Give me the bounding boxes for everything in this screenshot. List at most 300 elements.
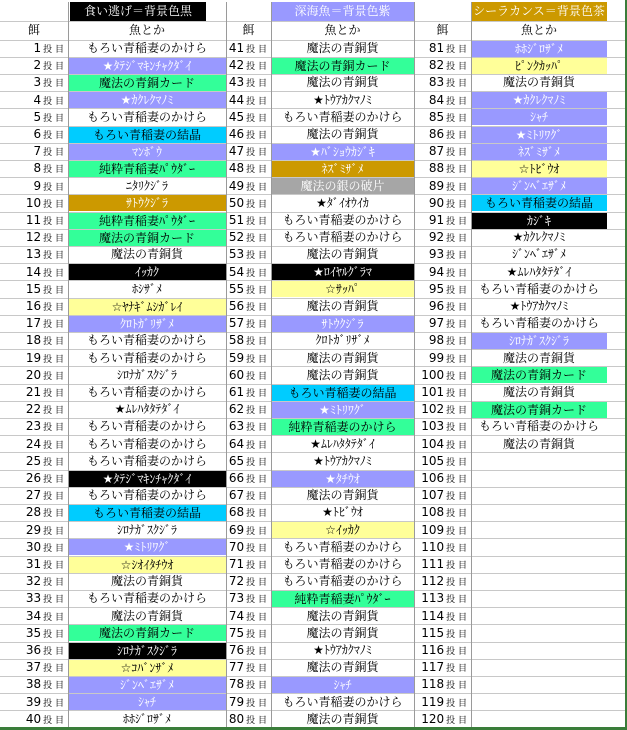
- legend-deep-sea-fish: 深海魚＝背景色紫: [271, 2, 414, 21]
- bait-number-cell: [0, 522, 68, 539]
- bait-number-cell: [226, 711, 271, 728]
- bait-number: 71: [228, 557, 245, 571]
- bait-suffix: 投 目: [446, 664, 467, 675]
- bait-number-cell: [226, 350, 271, 367]
- bait-suffix: 投 目: [43, 423, 64, 434]
- fish-cell: ★ﾀﾁｳｵ: [271, 471, 414, 487]
- row-gridline: [0, 57, 625, 58]
- bait-number-cell: [226, 92, 271, 109]
- bait-number: 79: [228, 694, 245, 709]
- bait-suffix: 投 目: [246, 457, 267, 468]
- fish-cell: [471, 556, 607, 573]
- bait-suffix: 投 目: [446, 148, 467, 159]
- fish-cell: ☆ﾄﾋﾞｳｵ: [471, 161, 607, 177]
- fish-cell: もろい青稲妻のかけら: [282, 109, 403, 124]
- bait-suffix: 投 目: [246, 629, 267, 640]
- bait-suffix: 投 目: [246, 715, 267, 726]
- fish-cell: 魔法の青銅貨: [306, 660, 379, 675]
- bait-number: 43: [228, 75, 245, 90]
- bait-suffix: 投 目: [446, 96, 467, 107]
- bait-suffix: 投 目: [246, 664, 267, 675]
- bait-number: 100: [421, 367, 445, 382]
- bait-number-cell: [0, 418, 68, 435]
- fish-cell: ｼﾛﾅｶﾞｽｸｼﾞﾗ: [116, 522, 177, 537]
- bait-number-cell: [414, 126, 471, 143]
- fish-cell: 魔法の青銅貨: [306, 350, 379, 365]
- bait-number: 20: [25, 367, 42, 382]
- bait-number-cell: [226, 332, 271, 349]
- bait-number: 90: [428, 195, 445, 210]
- bait-suffix: 投 目: [43, 79, 64, 90]
- column-gridline: [414, 2, 415, 727]
- bait-number-cell: [414, 143, 471, 160]
- bait-suffix: 投 目: [43, 578, 64, 589]
- column-gridline: [68, 2, 69, 727]
- bait-number: 36: [25, 643, 42, 657]
- bait-suffix: 投 目: [246, 371, 267, 382]
- bait-number: 106: [421, 471, 445, 485]
- bait-suffix: 投 目: [446, 79, 467, 90]
- bait-number: 68: [228, 505, 245, 520]
- bait-number: 67: [228, 488, 245, 503]
- fish-cell: ★ﾄﾋﾞｳｵ: [322, 505, 363, 520]
- fish-cell: ★ﾐﾄﾘﾜｸﾞ: [271, 402, 414, 418]
- bait-suffix: 投 目: [43, 371, 64, 382]
- bait-number: 81: [428, 41, 445, 55]
- bait-suffix: 投 目: [43, 96, 64, 107]
- bait-suffix: 投 目: [446, 715, 467, 726]
- bait-suffix: 投 目: [246, 406, 267, 417]
- row-gridline: [0, 332, 625, 333]
- bait-number: 48: [228, 161, 245, 176]
- header-fish: 魚とか: [128, 23, 165, 37]
- fish-cell: ★ﾄｳｱｶｸﾏﾉﾐ: [313, 92, 372, 107]
- bait-number-cell: [0, 350, 68, 367]
- fish-cell: もろい青稲妻のかけら: [86, 333, 207, 348]
- bait-suffix: 投 目: [43, 612, 64, 623]
- bait-suffix: 投 目: [43, 113, 64, 124]
- bait-number-cell: [414, 367, 471, 384]
- bait-number-cell: [0, 436, 68, 453]
- bait-suffix: 投 目: [446, 492, 467, 503]
- bait-number-cell: [226, 470, 271, 487]
- bait-number: 54: [228, 264, 245, 279]
- bait-suffix: 投 目: [246, 698, 267, 709]
- bait-number: 101: [421, 385, 445, 399]
- fish-cell: [471, 590, 607, 607]
- bait-suffix: 投 目: [446, 509, 467, 520]
- fish-cell: もろい青稲妻のかけら: [282, 230, 403, 245]
- bait-suffix: 投 目: [246, 251, 267, 262]
- fish-cell: もろい青稲妻のかけら: [86, 385, 207, 399]
- fish-cell: もろい青稲妻のかけら: [86, 436, 207, 451]
- fish-cell: ★ｶｸﾚｸﾏﾉﾐ: [471, 92, 607, 108]
- fish-cell: 魔法の青銅貨: [306, 75, 379, 90]
- row-gridline: [0, 21, 625, 22]
- bait-number-cell: [226, 367, 271, 384]
- fish-cell: ﾏﾝﾎﾞｳ: [68, 144, 226, 160]
- row-gridline: [0, 91, 625, 92]
- bait-number: 23: [25, 419, 42, 434]
- bait-number: 37: [25, 660, 42, 675]
- bait-number-cell: [226, 487, 271, 504]
- bait-suffix: 投 目: [246, 647, 267, 657]
- bait-number: 91: [428, 213, 445, 227]
- fish-cell: [471, 659, 607, 676]
- bait-number-cell: [226, 126, 271, 143]
- bait-number: 18: [25, 333, 42, 348]
- bait-number-cell: [414, 418, 471, 435]
- bait-number: 87: [428, 144, 445, 159]
- fish-cell: [471, 470, 607, 487]
- bait-number: 19: [25, 350, 42, 365]
- bait-suffix: 投 目: [246, 389, 267, 399]
- bait-number-cell: [226, 625, 271, 642]
- bait-number: 102: [421, 402, 445, 417]
- fish-cell: [471, 625, 607, 642]
- row-gridline: [0, 384, 625, 385]
- fish-cell: ｼﾛﾅｶﾞｽｸｼﾞﾗ: [471, 333, 607, 349]
- bait-suffix: 投 目: [446, 165, 467, 176]
- bait-number-cell: [414, 539, 471, 556]
- bait-suffix: 投 目: [446, 561, 467, 571]
- row-gridline: [0, 74, 625, 75]
- bait-number: 49: [228, 178, 245, 193]
- row-gridline: [0, 315, 625, 316]
- bait-suffix: 投 目: [446, 199, 467, 210]
- bait-suffix: 投 目: [446, 681, 467, 692]
- fish-cell: [471, 711, 607, 728]
- fish-cell: [471, 642, 607, 659]
- bait-suffix: 投 目: [43, 457, 64, 468]
- fish-cell: ｻﾄｳｸｼﾞﾗ: [68, 195, 226, 211]
- fish-cell: 純粋青稲妻ﾊﾟｳﾀﾞｰ: [68, 161, 226, 177]
- bait-suffix: 投 目: [446, 234, 467, 245]
- bait-number-cell: [226, 74, 271, 91]
- fish-cell: ｸﾛﾄｶﾞﾘｻﾞﾒ: [68, 316, 226, 332]
- bait-number-cell: [0, 711, 68, 728]
- bait-suffix: 投 目: [246, 148, 267, 159]
- row-gridline: [0, 642, 625, 643]
- fish-cell: 純粋青稲妻ﾊﾟｳﾀﾞｰ: [271, 591, 414, 607]
- bait-number: 55: [228, 281, 245, 296]
- bait-number-cell: [226, 57, 271, 74]
- bait-number: 56: [228, 299, 245, 313]
- fish-cell: 魔法の青銅貨: [306, 488, 379, 503]
- bait-number-cell: [414, 384, 471, 401]
- bait-number: 119: [421, 694, 445, 709]
- bait-number: 74: [228, 608, 245, 623]
- bait-number-cell: [226, 315, 271, 332]
- fish-cell: [471, 608, 607, 625]
- bait-suffix: 投 目: [446, 647, 467, 657]
- fish-cell: ｼﾛﾅｶﾞｽｸｼﾞﾗ: [116, 367, 177, 382]
- bait-number: 16: [25, 299, 42, 313]
- bait-number-cell: [414, 642, 471, 659]
- bait-number: 86: [428, 127, 445, 141]
- bait-number: 25: [25, 453, 42, 468]
- fish-cell: 魔法の青銅カード: [471, 402, 607, 418]
- bait-suffix: 投 目: [43, 320, 64, 331]
- bait-number-cell: [414, 160, 471, 177]
- bait-number: 28: [25, 505, 42, 520]
- bait-number: 4: [33, 92, 42, 107]
- bait-number: 34: [25, 608, 42, 623]
- bait-suffix: 投 目: [43, 303, 64, 313]
- bait-number: 1: [33, 41, 42, 55]
- fish-cell: ｼｬﾁ: [68, 694, 226, 710]
- bait-number: 110: [421, 539, 445, 554]
- bait-number: 111: [421, 557, 445, 571]
- bait-number-cell: [226, 573, 271, 590]
- bait-number: 73: [228, 591, 245, 606]
- bait-number: 9: [33, 178, 42, 193]
- bait-number: 109: [421, 522, 445, 537]
- bait-number-cell: [414, 178, 471, 195]
- row-gridline: [0, 590, 625, 591]
- bait-number-cell: [226, 384, 271, 401]
- bait-suffix: 投 目: [446, 612, 467, 623]
- bait-suffix: 投 目: [446, 268, 467, 279]
- bait-number: 57: [228, 316, 245, 331]
- row-gridline: [0, 693, 625, 694]
- fish-cell: ﾈｽﾞﾐｻﾞﾒ: [271, 161, 414, 177]
- bait-number: 53: [228, 247, 245, 262]
- bait-suffix: 投 目: [43, 440, 64, 451]
- bait-suffix: 投 目: [43, 681, 64, 692]
- bait-number-cell: [226, 522, 271, 539]
- bait-number-cell: [0, 487, 68, 504]
- bait-suffix: 投 目: [43, 148, 64, 159]
- bait-number-cell: [0, 659, 68, 676]
- bait-number: 31: [25, 557, 42, 571]
- bait-number-cell: [0, 74, 68, 91]
- row-gridline: [0, 624, 625, 625]
- bait-number-cell: [0, 608, 68, 625]
- bait-number: 50: [228, 195, 245, 210]
- fish-cell: ★ﾐﾄﾘﾜｸﾞ: [68, 539, 226, 555]
- fish-cell: もろい青稲妻の結晶: [271, 385, 414, 401]
- bait-suffix: 投 目: [246, 612, 267, 623]
- bait-number: 117: [421, 660, 445, 675]
- fish-cell: ★ﾄｳｱｶｸﾏﾉﾐ: [509, 299, 569, 313]
- bait-suffix: 投 目: [43, 199, 64, 210]
- fish-cell: ★ﾄｳｱｶｸﾏﾉﾐ: [313, 453, 372, 468]
- bait-number-cell: [0, 160, 68, 177]
- bait-suffix: 投 目: [43, 475, 64, 485]
- bait-number-cell: [0, 40, 68, 57]
- bait-number-cell: [226, 659, 271, 676]
- bait-suffix: 投 目: [446, 423, 467, 434]
- bait-number: 115: [421, 625, 445, 640]
- row-gridline: [0, 177, 625, 178]
- fish-cell: ｲｯｶｸ: [68, 264, 226, 280]
- fish-cell: ﾎﾎｼﾞﾛｻﾞﾒ: [471, 41, 607, 57]
- bait-number-cell: [226, 246, 271, 263]
- bait-number-cell: [226, 608, 271, 625]
- row-gridline: [0, 246, 625, 247]
- bait-number: 24: [25, 436, 42, 451]
- fish-cell: もろい青稲妻のかけら: [282, 557, 403, 571]
- bait-suffix: 投 目: [446, 45, 467, 55]
- fish-cell: 魔法の青銅貨: [306, 127, 379, 141]
- bait-number-cell: [414, 74, 471, 91]
- bait-number: 99: [428, 350, 445, 365]
- row-gridline: [0, 710, 625, 711]
- bait-suffix: 投 目: [43, 389, 64, 399]
- fish-cell: ｸﾛﾄｶﾞﾘｻﾞﾒ: [315, 333, 370, 348]
- bait-suffix: 投 目: [246, 578, 267, 589]
- fish-cell: 魔法の青銅貨: [306, 625, 379, 640]
- bait-suffix: 投 目: [43, 698, 64, 709]
- fish-cell: ☆ｻｯﾊﾟ: [271, 281, 414, 297]
- fish-cell: もろい青稲妻のかけら: [86, 109, 207, 124]
- bait-number-cell: [0, 694, 68, 711]
- bait-suffix: 投 目: [246, 62, 267, 73]
- bait-number: 120: [421, 711, 445, 726]
- row-gridline: [0, 659, 625, 660]
- header-bait: 餌: [436, 23, 449, 37]
- fish-cell: もろい青稲妻のかけら: [282, 574, 403, 589]
- row-gridline: [0, 229, 625, 230]
- bait-suffix: 投 目: [246, 320, 267, 331]
- fish-cell: 魔法の青銅貨: [110, 574, 183, 589]
- bait-number-cell: [414, 332, 471, 349]
- fish-cell: ☆ｲｯｶｸ: [271, 522, 414, 538]
- bait-number-cell: [226, 590, 271, 607]
- bait-number: 51: [228, 213, 245, 227]
- bait-number-cell: [0, 57, 68, 74]
- bait-number-cell: [0, 195, 68, 212]
- bait-suffix: 投 目: [246, 217, 267, 227]
- fish-cell: [471, 676, 607, 693]
- bait-number-cell: [0, 92, 68, 109]
- bait-number-cell: [414, 195, 471, 212]
- bait-number-cell: [0, 367, 68, 384]
- fish-cell: ★ﾊﾞｼｮｳｶｼﾞｷ: [271, 144, 414, 160]
- row-gridline: [0, 401, 625, 402]
- bait-suffix: 投 目: [446, 182, 467, 193]
- bait-number: 62: [228, 402, 245, 417]
- fish-cell: [471, 694, 607, 711]
- bait-number: 78: [228, 677, 245, 692]
- bait-number: 2: [33, 58, 42, 73]
- fish-cell: [471, 573, 607, 590]
- bait-number-cell: [414, 556, 471, 573]
- fish-cell: 魔法の青銅貨: [502, 350, 575, 365]
- bait-suffix: 投 目: [246, 45, 267, 55]
- row-gridline: [0, 573, 625, 574]
- bait-suffix: 投 目: [446, 251, 467, 262]
- bait-number: 58: [228, 333, 245, 348]
- bait-number: 42: [228, 58, 245, 73]
- bait-suffix: 投 目: [446, 354, 467, 365]
- bait-suffix: 投 目: [446, 62, 467, 73]
- bait-number: 12: [25, 230, 42, 245]
- fish-cell: ﾋﾟﾝｸｶｯﾊﾟ: [471, 58, 607, 74]
- bait-suffix: 投 目: [446, 217, 467, 227]
- bait-number: 7: [33, 144, 42, 159]
- row-gridline: [0, 40, 625, 41]
- bait-number: 45: [228, 109, 245, 124]
- bait-number: 88: [428, 161, 445, 176]
- bait-suffix: 投 目: [446, 389, 467, 399]
- bait-suffix: 投 目: [246, 543, 267, 554]
- bait-suffix: 投 目: [246, 79, 267, 90]
- bait-number-cell: [0, 556, 68, 573]
- bait-number-cell: [226, 539, 271, 556]
- bait-number-cell: [0, 573, 68, 590]
- bait-suffix: 投 目: [246, 113, 267, 124]
- bait-number-cell: [0, 642, 68, 659]
- fish-cell: ｻﾄｳｸｼﾞﾗ: [271, 316, 414, 332]
- bait-number-cell: [414, 57, 471, 74]
- row-gridline: [0, 607, 625, 608]
- bait-number-cell: [0, 590, 68, 607]
- bait-number-cell: [0, 126, 68, 143]
- fish-cell: ★ﾀﾃｼﾞﾏｷﾝﾁｬｸﾀﾞｲ: [68, 471, 226, 487]
- bait-number-cell: [0, 109, 68, 126]
- bait-number-cell: [414, 625, 471, 642]
- bait-suffix: 投 目: [246, 337, 267, 348]
- bait-number: 27: [25, 488, 42, 503]
- bait-number: 114: [421, 608, 445, 623]
- bait-number: 66: [228, 471, 245, 485]
- bait-number: 113: [421, 591, 445, 606]
- bait-number: 82: [428, 58, 445, 73]
- bait-number-cell: [226, 281, 271, 298]
- bait-number: 92: [428, 230, 445, 245]
- fish-cell: 魔法の青銅貨: [306, 608, 379, 623]
- bait-number-cell: [0, 178, 68, 195]
- bait-suffix: 投 目: [43, 406, 64, 417]
- bait-number: 83: [428, 75, 445, 90]
- bait-number-cell: [0, 384, 68, 401]
- bait-number-cell: [414, 436, 471, 453]
- bait-suffix: 投 目: [43, 131, 64, 141]
- fish-cell: 純粋青稲妻ﾊﾟｳﾀﾞｰ: [68, 213, 226, 229]
- fish-cell: ｶｼﾞｷ: [471, 213, 607, 229]
- fish-cell: [471, 504, 607, 521]
- row-gridline: [0, 126, 625, 127]
- column-gridline: [226, 2, 227, 727]
- bait-number: 38: [25, 677, 42, 692]
- bait-number: 60: [228, 367, 245, 382]
- fish-cell: [471, 522, 607, 539]
- bait-suffix: 投 目: [43, 509, 64, 520]
- bait-number-cell: [226, 212, 271, 229]
- fish-cell: ﾎｼｻﾞﾒ: [131, 281, 162, 296]
- bait-number-cell: [414, 350, 471, 367]
- bait-suffix: 投 目: [43, 337, 64, 348]
- header-bait: 餌: [27, 23, 40, 37]
- bait-suffix: 投 目: [43, 217, 64, 227]
- row-gridline: [0, 452, 625, 453]
- bait-suffix: 投 目: [246, 303, 267, 313]
- bait-suffix: 投 目: [43, 715, 64, 726]
- bait-suffix: 投 目: [246, 199, 267, 210]
- bait-number: 85: [428, 109, 445, 124]
- bait-number: 94: [428, 264, 445, 279]
- fish-cell: もろい青稲妻のかけら: [478, 419, 599, 434]
- bait-number-cell: [226, 264, 271, 281]
- bait-number-cell: [0, 332, 68, 349]
- bait-suffix: 投 目: [246, 492, 267, 503]
- bait-number-cell: [226, 694, 271, 711]
- bait-suffix: 投 目: [446, 337, 467, 348]
- fish-cell: もろい青稲妻のかけら: [86, 591, 207, 606]
- bait-number-cell: [414, 504, 471, 521]
